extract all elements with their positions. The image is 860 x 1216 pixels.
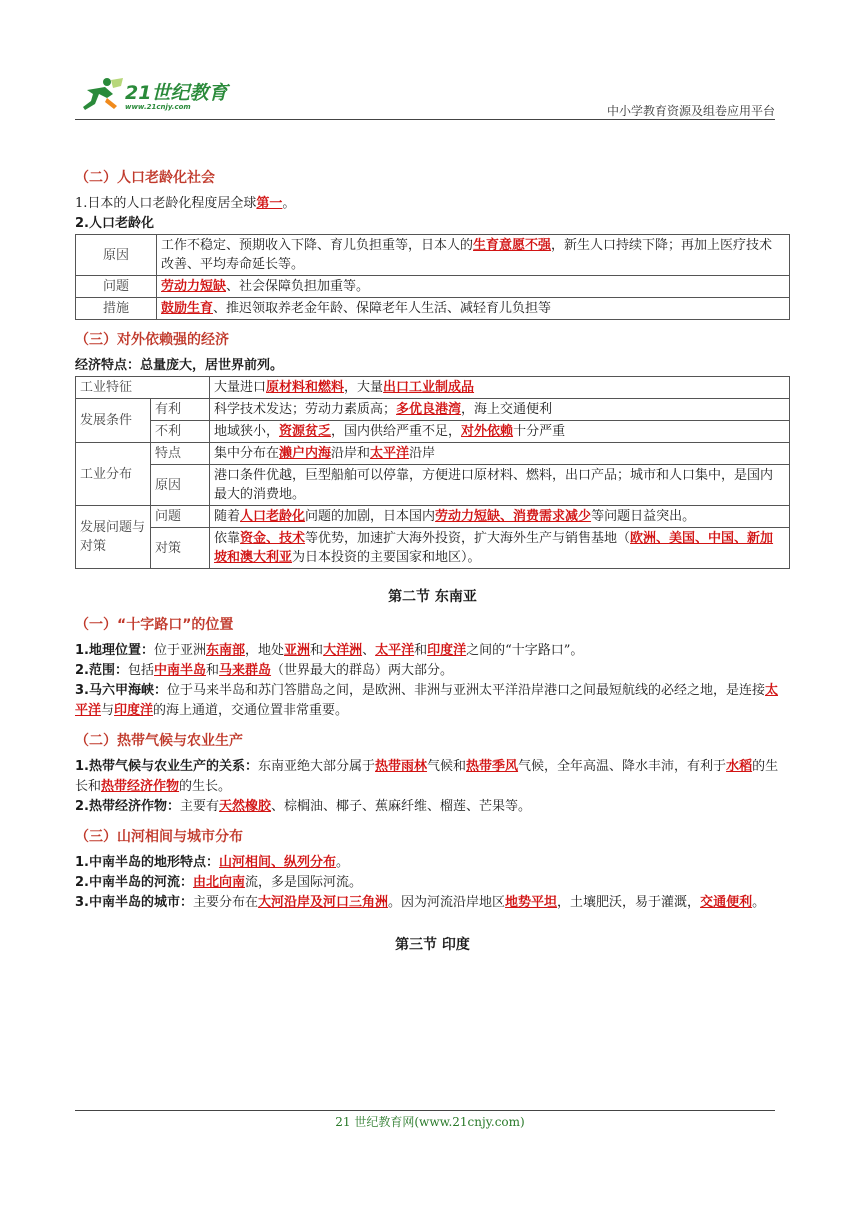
- table-cell: 随着人口老龄化问题的加剧，日本国内劳动力短缺、消费需求减少等问题日益突出。: [210, 506, 790, 528]
- table-row: [76, 421, 790, 443]
- platform-slogan: 中小学教育资源及组卷应用平台: [606, 104, 775, 118]
- table-cell: 地域狭小，资源贫乏，国内供给严重不足，对外依赖十分严重: [210, 421, 790, 443]
- table-cell: 特点: [151, 443, 210, 465]
- table-cell: 措施: [76, 298, 157, 320]
- document-body: [75, 160, 790, 963]
- table-cell: 劳动力短缺、社会保障负担加重等。: [157, 276, 790, 298]
- table-cell: 依靠资金、技术等优势，加速扩大海外投资，扩大海外生产与销售基地（欧洲、美国、中国、新加坡和澳大利亚为日本投资的主要国家和地区）。: [210, 528, 790, 569]
- tropical-point-1: 1.热带气候与农业生产的关系：东南亚绝大部分属于热带雨林气候和热带季风气候，全年高温、降水丰沛，有利于水稻的生长和热带经济作物的生长。: [75, 759, 779, 794]
- footer-link[interactable]: 21 世纪教育网(www.21cnjy.com): [335, 1115, 525, 1129]
- table-row: [76, 298, 790, 320]
- runner-icon: [77, 76, 125, 112]
- section-title-crossroads: （一）“十字路口”的位置: [75, 617, 234, 633]
- header-divider: [75, 119, 775, 120]
- table-cell: 大量进口原材料和燃料，大量出口工业制成品: [210, 377, 790, 399]
- rivers-point-3: 3.中南半岛的城市：主要分布在大河沿岸及河口三角洲。因为河流沿岸地区地势平坦，土壤肥沃，易于灌溉，交通便利。: [75, 895, 766, 910]
- table-cell: 科学技术发达；劳动力素质高；多优良港湾，海上交通便利: [210, 399, 790, 421]
- table-cell: 发展条件: [76, 399, 151, 443]
- footer-divider: [75, 1110, 775, 1111]
- rivers-point-1: 1.中南半岛的地形特点：山河相间、纵列分布。: [75, 855, 350, 870]
- logo-text: 21世纪教育: [125, 82, 228, 104]
- table-cell: 港口条件优越，巨型船舶可以停靠，方便进口原材料、燃料，出口产品；城市和人口集中，是国内最大的消费地。: [210, 465, 790, 506]
- table-cell: 工作不稳定、预期收入下降、育儿负担重等，日本人的生育意愿不强，新生人口持续下降；再加上医疗技术改善、平均寿命延长等。: [157, 235, 790, 276]
- site-logo[interactable]: [75, 72, 235, 114]
- table-row: [76, 377, 790, 399]
- table-cell: 问题: [151, 506, 210, 528]
- table-cell: 工业特征: [76, 377, 210, 399]
- table-row: [76, 276, 790, 298]
- chapter-title-india: 第三节 印度: [395, 937, 470, 953]
- tropical-point-2: 2.热带经济作物：主要有天然橡胶、棕榈油、椰子、蕉麻纤维、榴莲、芒果等。: [75, 799, 532, 814]
- table-cell: 工业分布: [76, 443, 151, 506]
- table-cell: 发展问题与对策: [76, 506, 151, 569]
- table-cell: 集中分布在濑户内海沿岸和太平洋沿岸: [210, 443, 790, 465]
- table-row: [76, 528, 790, 569]
- crossroads-point-2: 2.范围：包括中南半岛和马来群岛（世界最大的群岛）两大部分。: [75, 663, 454, 678]
- chapter-title-southeast-asia: 第二节 东南亚: [388, 589, 477, 605]
- table-row: [76, 235, 790, 276]
- aging-point-1: 1.日本的人口老龄化程度居全球第一。: [75, 196, 296, 211]
- table-cell: 有利: [151, 399, 210, 421]
- table-cell: 对策: [151, 528, 210, 569]
- table-row: [76, 465, 790, 506]
- economy-lead: 经济特点：总量庞大，居世界前列。: [75, 358, 284, 373]
- section-title-economy: （三）对外依赖强的经济: [75, 332, 229, 348]
- rivers-point-2: 2.中南半岛的河流：由北向南流，多是国际河流。: [75, 875, 363, 890]
- table-row: [76, 399, 790, 421]
- section-title-rivers-cities: （三）山河相间与城市分布: [75, 829, 243, 845]
- economy-table: [75, 376, 790, 569]
- table-row: [76, 443, 790, 465]
- section-title-tropical: （二）热带气候与农业生产: [75, 733, 243, 749]
- table-row: [76, 506, 790, 528]
- crossroads-point-1: 1.地理位置：位于亚洲东南部，地处亚洲和大洋洲、太平洋和印度洋之间的“十字路口”。: [75, 643, 584, 658]
- table-cell: 不利: [151, 421, 210, 443]
- page-header: [75, 72, 775, 118]
- table-cell: 问题: [76, 276, 157, 298]
- aging-table: [75, 234, 790, 320]
- table-cell: 原因: [151, 465, 210, 506]
- aging-point-2: 2.人口老龄化: [75, 216, 154, 231]
- logo-url: www.21cnjy.com: [125, 103, 191, 111]
- crossroads-point-3: 3.马六甲海峡：位于马来半岛和苏门答腊岛之间，是欧洲、非洲与亚洲太平洋沿岸港口之间最短航线的必经之地，是连接太平洋与印度洋的海上通道，交通位置非常重要。: [75, 683, 779, 718]
- table-cell: 原因: [76, 235, 157, 276]
- table-cell: 鼓励生育、推迟领取养老金年龄、保障老年人生活、减轻育儿负担等: [157, 298, 790, 320]
- section-title-aging: （二）人口老龄化社会: [75, 170, 215, 186]
